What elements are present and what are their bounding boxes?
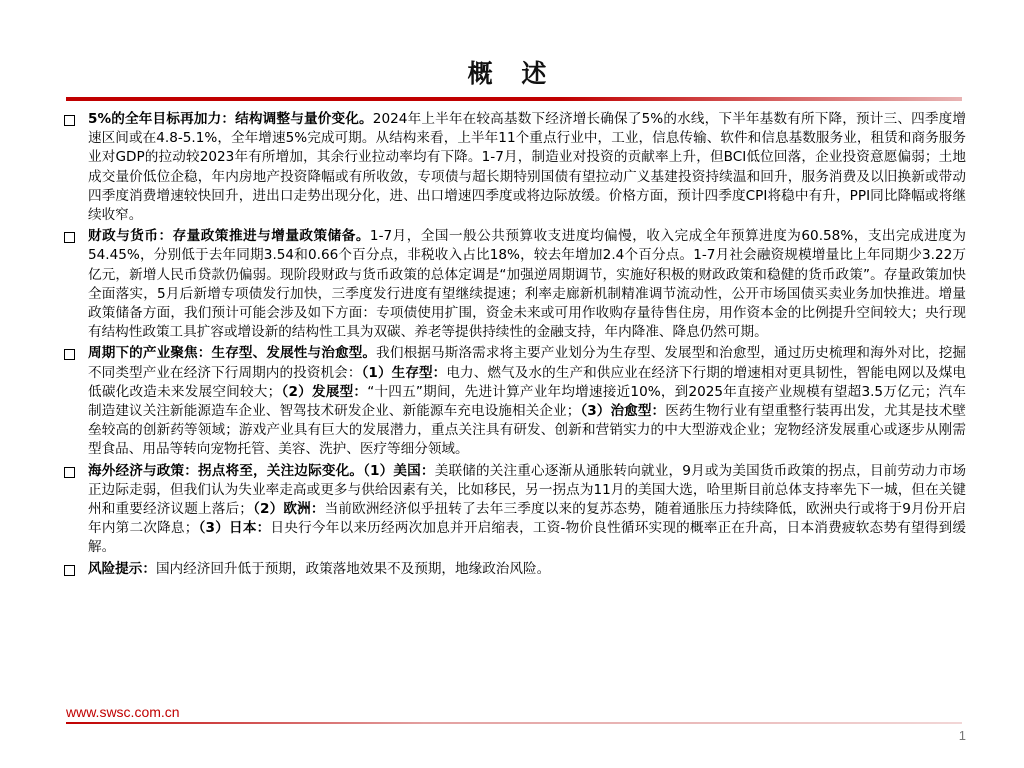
bullet-heading: 风险提示： xyxy=(88,560,156,577)
summary-content xyxy=(62,110,966,581)
bullet-text: 2024年上半年在较高基数下经济增长确保了5%的水线，下半年基数有所下降，预计三、四季度增速区间或在4.8-5.1%，全年增速5%完成可期。从结构来看，上半年11个重点行业中，工业，信息传输、软件和信息基数服务业，租赁和商务服务业对GDP的拉动较2023年有所增加，其余行业拉动率均有下降。1-7月，制造业对投资的贡献率上升，但BCI低位回落，企业投资意愿偏弱；土地成交量价低位企稳，年内房地产投资降幅或有所收敛，专项债与超长期特别国债有望拉动广义基建投资持续温和回升，服务消费及以旧换新或带动四季度消费增速较快回升，进出口走势出现分化，进、出口增速四季度或将边际放缓。价格方面，预计四季度CPI将稳中有升，PPI同比降幅或将继续收窄。 xyxy=(88,111,966,224)
checkbox-bullet-icon xyxy=(64,232,75,243)
bullet-text-part: “十四五”期间，先进计算产业年均增速接近10%，到2025年直接产业规模有望超3.5万亿元；汽车制造建议关注新能源造车企业、智驾技术研发企业、新能源车充电设施相关企业； xyxy=(88,383,966,420)
bullet-subheading: （3）日本： xyxy=(198,520,271,537)
bullet-heading: 财政与货币：存量政策推进与增量政策储备。 xyxy=(88,228,370,245)
checkbox-bullet-icon xyxy=(64,349,75,360)
bullet-overseas-economy xyxy=(62,462,966,558)
bullet-industry-focus xyxy=(62,344,966,459)
bullet-subheading: （2）欧洲： xyxy=(252,501,325,518)
bullet-heading: 周期下的产业聚焦：生存型、发展性与治愈型。 xyxy=(88,345,377,362)
page-number: 1 xyxy=(958,728,966,743)
bullet-text: 1-7月，全国一般公共预算收支进度均偏慢，收入完成全年预算进度为60.58%，支出完成进度为54.45%，分别低于去年同期3.54和0.66个百分点，非税收入占比18%，较去年增加2.4个百分点。1-7月社会融资规模增量比上年同期少3.22万亿元，新增人民币贷款仍偏弱。现阶段财政与货币政策的总体定调是“加强逆周期调节，实施好积极的财政政策和稳健的货币政策”。存量政策加快全面落实，5月后新增专项债发行加快，三季度发行进度有望继续提速；利率走廊新机制精准调节流动性，公开市场国债买卖业务加快推进。增量政策储备方面，我们预计可能会涉及如下方面：专项债使用扩围，资金未来或可用作收购存量待售住房，用作资本金的比例提升空间较大；央行现有结构性政策工具扩容或增设新的结构性工具为双碳、养老等提供持续性的金融支持，年内降准、降息仍然可期。 xyxy=(88,228,966,341)
bullet-text-part: 日央行今年以来历经两次加息并开启缩表，工资-物价良性循环实现的概率正在升高，日本消费疲软态势有望得到缓解。 xyxy=(88,520,967,556)
checkbox-bullet-icon xyxy=(64,115,75,126)
bullet-growth-target xyxy=(62,110,966,225)
title-divider xyxy=(66,97,962,101)
bullet-heading: 5%的全年目标再加力：结构调整与量价变化。 xyxy=(88,111,373,127)
checkbox-bullet-icon xyxy=(64,467,75,478)
bullet-subheading: （1）美国： xyxy=(363,462,435,479)
footer-divider xyxy=(66,722,962,724)
bullet-subheading: （2）发展型： xyxy=(281,383,368,400)
bullet-text-part: 电力、燃气及水的生产和供应业在经济下行期的增速相对更具韧性，智能电网以及煤电低碳化改造未来发展空间较大； xyxy=(88,364,966,400)
bullet-text-part: 当前欧洲经济似乎扭转了去年三季度以来的复苏态势，随着通胀压力持续降低，欧洲央行或将于9月份开启年内第二次降息； xyxy=(88,501,966,537)
bullet-risk-warning xyxy=(62,560,966,579)
footer-website-link[interactable]: www.swsc.com.cn xyxy=(66,704,180,720)
bullet-text-part: 我们根据马斯洛需求将主要产业划分为生存型、发展型和治愈型，通过历史梳理和海外对比，挖掘不同类型产业在经济下行周期内的投资机会： xyxy=(88,345,967,381)
bullet-subheading: （3）治愈型： xyxy=(580,403,666,420)
bullet-subheading: （1）生存型： xyxy=(361,364,447,381)
checkbox-bullet-icon xyxy=(64,565,75,576)
page-title: 概 述 xyxy=(467,59,557,88)
bullet-fiscal-monetary xyxy=(62,227,966,342)
bullet-heading: 海外经济与政策：拐点将至，关注边际变化。 xyxy=(88,462,364,479)
bullet-text-part: 医药生物行业有望重整行装再出发，尤其是技术壁垒较高的创新药等领域；游戏产业具有巨大的发展潜力，重点关注具有研发、创新和营销实力的中大型游戏企业；宠物经济发展重心或逐步从刚需型食品、用品等转向宠物托管、美容、洗护、医疗等细分领域。 xyxy=(88,403,966,458)
bullet-text-part: 美联储的关注重心逐渐从通胀转向就业，9月或为美国货币政策的拐点，目前劳动力市场正边际走弱，但我们认为失业率走高或更多与供给因素有关，比如移民，另一拐点为11月的美国大选，哈里斯目前总体支持率先下一城，但在关键州和重要经济议题上落后； xyxy=(88,462,966,518)
bullet-text: 国内经济回升低于预期，政策落地效果不及预期，地缘政治风险。 xyxy=(155,560,551,577)
